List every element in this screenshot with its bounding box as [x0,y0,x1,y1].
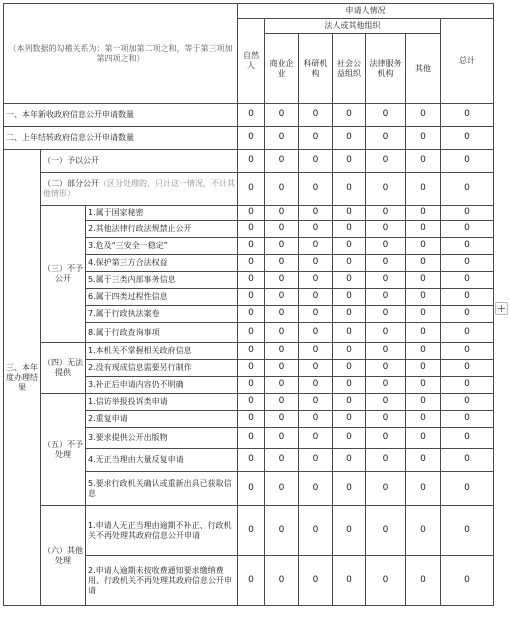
row-label: 二、上年结转政府信息公开申请数量 [4,127,238,150]
group-label: （六）其他处理 [41,506,86,606]
cell-value: 0 [366,343,406,360]
expand-button[interactable]: + [496,302,507,315]
cell-value: 0 [265,289,299,306]
cell-value: 0 [366,206,406,221]
cell-value: 0 [406,104,441,127]
cell-value: 0 [333,449,366,472]
cell-value: 0 [238,272,265,289]
cell-value: 0 [265,360,299,377]
cell-value: 0 [238,127,265,150]
row-label: 3.危及“三安全一稳定” [86,238,238,255]
header-note: （本列数据的勾稽关系为：第一项加第二项之和，等于第三项加第四项之和） [4,4,238,104]
cell-value: 0 [406,360,441,377]
cell-value: 0 [406,238,441,255]
cell-value: 0 [441,206,494,221]
cell-value: 0 [406,221,441,238]
cell-value: 0 [238,343,265,360]
cell-value: 0 [406,506,441,556]
cell-value: 0 [333,289,366,306]
cell-value: 0 [441,394,494,411]
row-label: 2.重复申请 [86,411,238,428]
table-row [4,173,494,206]
cell-value: 0 [299,411,333,428]
cell-value: 0 [265,323,299,343]
row-label: （一）予以公开 [41,150,238,173]
row-label: 1.属于国家秘密 [86,206,238,221]
cell-value: 0 [406,377,441,394]
cell-value: 0 [299,343,333,360]
cell-value: 0 [441,150,494,173]
header-legal-type: 社会公益组织 [333,34,366,104]
cell-value: 0 [299,377,333,394]
cell-value: 0 [299,104,333,127]
cell-value: 0 [299,472,333,506]
cell-value: 0 [333,343,366,360]
cell-value: 0 [299,394,333,411]
cell-value: 0 [441,104,494,127]
cell-value: 0 [441,272,494,289]
cell-value: 0 [333,150,366,173]
cell-value: 0 [238,411,265,428]
cell-value: 0 [366,428,406,449]
cell-value: 0 [366,323,406,343]
cell-value: 0 [238,323,265,343]
cell-value: 0 [299,506,333,556]
cell-value: 0 [406,428,441,449]
cell-value: 0 [441,343,494,360]
cell-value: 0 [333,428,366,449]
cell-value: 0 [333,556,366,606]
cell-value: 0 [265,556,299,606]
cell-value: 0 [441,306,494,323]
row-label: 3.补正后申请内容仍不明确 [86,377,238,394]
row-label: 1.信访举报投诉类申请 [86,394,238,411]
row-label: 一、本年新收政府信息公开申请数量 [4,104,238,127]
cell-value: 0 [333,323,366,343]
cell-value: 0 [299,255,333,272]
cell-value: 0 [406,323,441,343]
table-row [4,127,494,150]
cell-value: 0 [238,104,265,127]
cell-value: 0 [238,449,265,472]
cell-value: 0 [238,506,265,556]
cell-value: 0 [406,127,441,150]
cell-value: 0 [238,472,265,506]
cell-value: 0 [333,104,366,127]
cell-value: 0 [441,411,494,428]
cell-value: 0 [238,428,265,449]
row-label: 1.申请人无正当理由逾期不补正、行政机关不再处理其政府信息公开申请 [86,506,238,556]
cell-value: 0 [441,472,494,506]
cell-value: 0 [238,255,265,272]
group-label: （四）无法提供 [41,343,86,394]
cell-value: 0 [366,289,406,306]
table-row [4,150,494,173]
cell-value: 0 [333,377,366,394]
cell-value: 0 [366,360,406,377]
cell-value: 0 [299,206,333,221]
row-label: 7.属于行政执法案卷 [86,306,238,323]
cell-value: 0 [366,127,406,150]
cell-value: 0 [299,289,333,306]
row-label: 1.本机关不掌握相关政府信息 [86,343,238,360]
cell-value: 0 [366,104,406,127]
cell-value: 0 [406,206,441,221]
cell-value: 0 [265,272,299,289]
cell-value: 0 [299,449,333,472]
header-total: 总计 [441,19,494,104]
cell-value: 0 [299,238,333,255]
cell-value: 0 [406,272,441,289]
cell-value: 0 [366,411,406,428]
cell-value: 0 [366,173,406,206]
cell-value: 0 [265,127,299,150]
cell-value: 0 [333,394,366,411]
row-label: 4.保护第三方合法权益 [86,255,238,272]
cell-value: 0 [441,556,494,606]
row-label [41,173,238,206]
row-label-note: （区分处理的，只计这一情况，不计其他情形） [43,179,235,198]
cell-value: 0 [366,221,406,238]
cell-value: 0 [406,306,441,323]
section-label: 三、本年度办理结果 [4,150,41,606]
cell-value: 0 [366,394,406,411]
cell-value: 0 [366,377,406,394]
cell-value: 0 [366,306,406,323]
cell-value: 0 [299,173,333,206]
cell-value: 0 [265,306,299,323]
table-row [4,104,494,127]
row-label: 2.申请人逾期未按收费通知要求缴纳费用、行政机关不再处理其政府信息公开申请 [86,556,238,606]
cell-value: 0 [441,289,494,306]
cell-value: 0 [265,428,299,449]
cell-value: 0 [406,150,441,173]
group-label: （五）不予处理 [41,394,86,506]
row-label: 3.要求提供公开出版物 [86,428,238,449]
cell-value: 0 [299,428,333,449]
cell-value: 0 [406,343,441,360]
header-legal-type: 其他 [406,34,441,104]
cell-value: 0 [333,272,366,289]
cell-value: 0 [265,221,299,238]
cell-value: 0 [406,289,441,306]
cell-value: 0 [441,173,494,206]
header-legal-group: 法人或其他组织 [265,19,441,34]
cell-value: 0 [366,556,406,606]
cell-value: 0 [333,255,366,272]
cell-value: 0 [366,150,406,173]
cell-value: 0 [441,360,494,377]
cell-value: 0 [333,173,366,206]
cell-value: 0 [366,238,406,255]
cell-value: 0 [441,323,494,343]
cell-value: 0 [406,255,441,272]
cell-value: 0 [238,173,265,206]
cell-value: 0 [238,150,265,173]
cell-value: 0 [441,506,494,556]
cell-value: 0 [441,377,494,394]
row-label-text: （二）部分公开 [43,179,99,188]
cell-value: 0 [299,272,333,289]
cell-value: 0 [265,206,299,221]
cell-value: 0 [441,127,494,150]
cell-value: 0 [238,221,265,238]
header-legal-type: 商业企业 [265,34,299,104]
table-row [4,394,494,411]
cell-value: 0 [406,411,441,428]
cell-value: 0 [299,150,333,173]
cell-value: 0 [366,449,406,472]
group-label: （三）不予公开 [41,206,86,343]
cell-value: 0 [333,238,366,255]
cell-value: 0 [441,449,494,472]
cell-value: 0 [299,556,333,606]
cell-value: 0 [238,377,265,394]
cell-value: 0 [238,206,265,221]
cell-value: 0 [333,411,366,428]
cell-value: 0 [333,127,366,150]
cell-value: 0 [406,173,441,206]
cell-value: 0 [366,255,406,272]
cell-value: 0 [265,394,299,411]
header-natural-person: 自然人 [238,19,265,104]
cell-value: 0 [265,449,299,472]
cell-value: 0 [238,238,265,255]
row-label: 5.属于三类内部事务信息 [86,272,238,289]
report-table [3,3,494,606]
cell-value: 0 [441,428,494,449]
row-label: 5.要求行政机关确认或重新出具已获取信息 [86,472,238,506]
row-label: 4.无正当理由大量反复申请 [86,449,238,472]
table-row [4,506,494,556]
header-legal-type: 科研机构 [299,34,333,104]
cell-value: 0 [265,506,299,556]
cell-value: 0 [299,306,333,323]
cell-value: 0 [366,272,406,289]
cell-value: 0 [441,221,494,238]
cell-value: 0 [238,289,265,306]
cell-value: 0 [441,238,494,255]
cell-value: 0 [265,472,299,506]
cell-value: 0 [238,556,265,606]
cell-value: 0 [406,556,441,606]
cell-value: 0 [265,104,299,127]
header-legal-type: 法律服务机构 [366,34,406,104]
table-row [4,343,494,360]
cell-value: 0 [406,394,441,411]
cell-value: 0 [299,360,333,377]
cell-value: 0 [333,360,366,377]
cell-value: 0 [406,472,441,506]
cell-value: 0 [441,255,494,272]
row-label: 8.属于行政查询事项 [86,323,238,343]
cell-value: 0 [265,173,299,206]
cell-value: 0 [333,306,366,323]
cell-value: 0 [265,238,299,255]
cell-value: 0 [265,377,299,394]
cell-value: 0 [366,472,406,506]
row-label: 2.没有现成信息需要另行制作 [86,360,238,377]
cell-value: 0 [366,506,406,556]
cell-value: 0 [265,255,299,272]
cell-value: 0 [238,360,265,377]
row-label: 2.其他法律行政法规禁止公开 [86,221,238,238]
cell-value: 0 [299,221,333,238]
cell-value: 0 [299,323,333,343]
cell-value: 0 [238,394,265,411]
cell-value: 0 [333,206,366,221]
cell-value: 0 [299,127,333,150]
row-label: 6.属于四类过程性信息 [86,289,238,306]
cell-value: 0 [265,411,299,428]
cell-value: 0 [333,506,366,556]
cell-value: 0 [265,343,299,360]
cell-value: 0 [333,221,366,238]
cell-value: 0 [238,306,265,323]
cell-value: 0 [265,150,299,173]
table-row [4,206,494,221]
cell-value: 0 [333,472,366,506]
header-applicant-group: 申请人情况 [238,4,494,19]
cell-value: 0 [406,449,441,472]
